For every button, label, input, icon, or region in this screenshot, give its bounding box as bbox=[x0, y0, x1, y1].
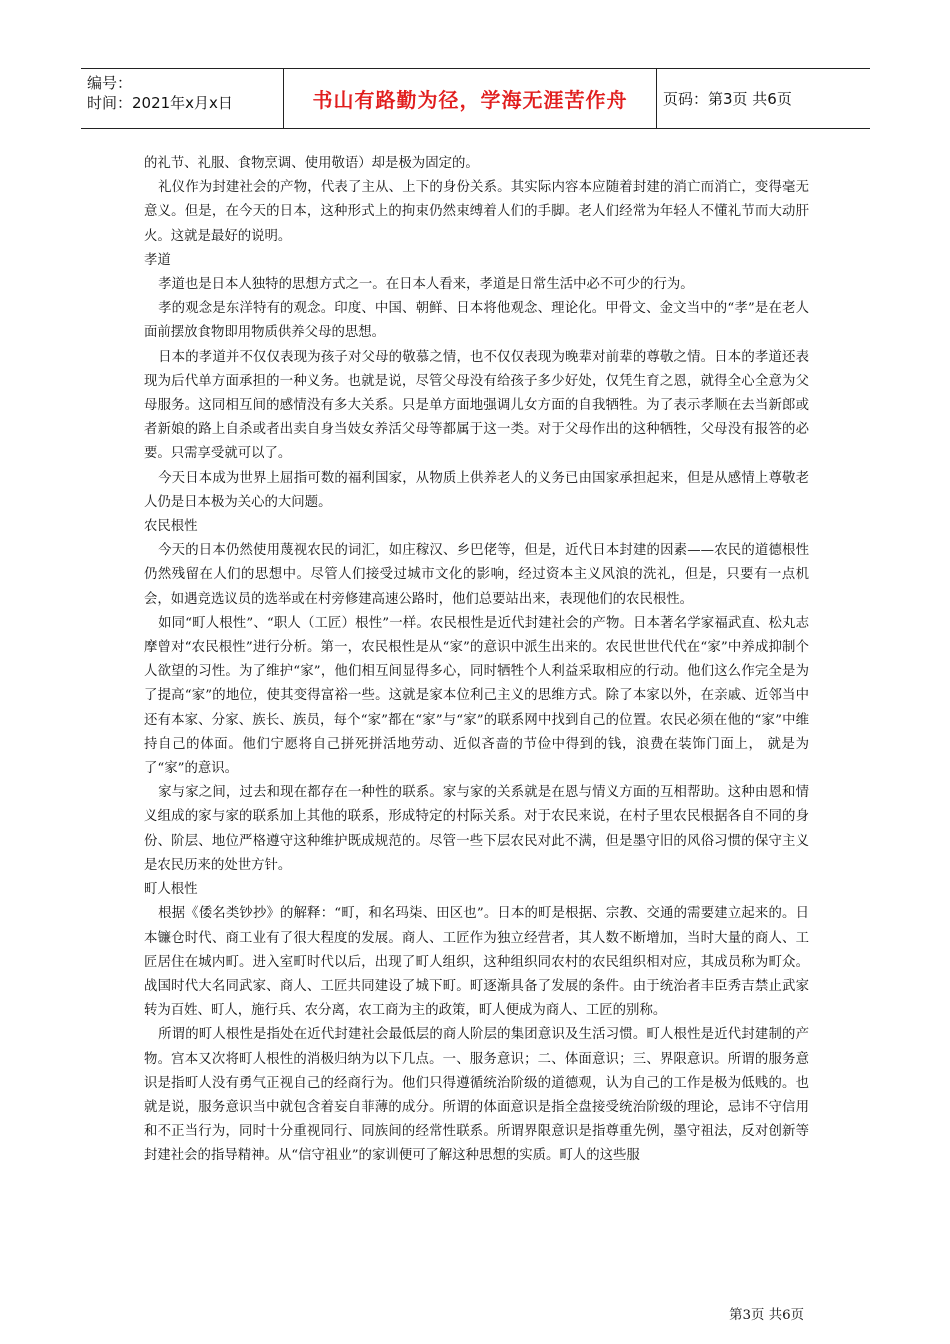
paragraph: 孝的观念是东洋特有的观念。印度、中国、朝鲜、日本将他观念、理论化。甲骨文、金文当中的“孝”是在老人面前摆放食物即用物质供养父母的思想。 bbox=[144, 301, 809, 341]
page-footer: 第3页 共6页 bbox=[729, 1308, 804, 1323]
paragraph: 今天的日本仍然使用蔑视农民的词汇，如庄稼汉、乡巴佬等，但是，近代日本封建的因素——农民的道德根性仍然残留在人们的思想中。尽管人们接受过城市文化的影响，经过资本主义风浪的洗礼，但是，只要有一点机会，如遇竞选议员的选举或在村旁修建高速公路时，他们总要站出来，表现他们的农民根性。 bbox=[144, 543, 809, 607]
paragraph: 所谓的町人根性是指处在近代封建社会最低层的商人阶层的集团意识及生活习惯。町人根性是近代封建制的产物。宫本又次将町人根性的消极归纳为以下几点。一、服务意识；二、体面意识；三、界限意识。所谓的服务意识是指町人没有勇气正视自己的经商行为。他们只得遵循统治阶级的道德观，认为自己的工作是极为低贱的。也就是说，服务意识当中就包含着妄自菲薄的成分。所谓的体面意识是指全盘接受统治阶级的理论，忌讳不守信用和不正当行为，同时十分重视同行、同族间的经常性联系。所谓界限意识是指尊重先例，墨守祖法，反对创新等封建社会的指导精神。从“信守祖业”的家训便可了解这种思想的实质。町人的这些服 bbox=[144, 1027, 809, 1164]
paragraph: 今天日本成为世界上屈指可数的福利国家，从物质上供养老人的义务已由国家承担起来，但是从感情上尊敬老人仍是日本极为关心的大问题。 bbox=[144, 470, 809, 510]
paragraph: 如同“町人根性”、“职人（工匠）根性”一样。农民根性是近代封建社会的产物。日本著名学家福武直、松丸志摩曾对“农民根性”进行分析。第一，农民根性是从“家”的意识中派生出来的。农民世世代代在“家”中养成抑制个人欲望的习性。为了维护“家”，他们相互间显得多心，同时牺牲个人利益采取相应的行动。他们这么作完全是为了提高“家”的地位，使其变得富裕一些。这就是家本位利己主义的思维方式。除了本家以外，在亲戚、近邻当中还有本家、分家、族长、族员，每个“家”都在“家”与“家”的联系网中找到自己的位置。农民必须在他的“家”中维持自己的体面。他们宁愿将自己拼死拼活地劳动、近似吝啬的节俭中得到的钱，浪费在装饰门面上， 就是为了“家”的意识。 bbox=[144, 615, 809, 777]
time-label: 时间：2021年x月x日 bbox=[87, 94, 233, 112]
paragraph: 根据《倭名类钞抄》的解释：“町，和名玛柒、田区也”。日本的町是根据、宗教、交通的需要建立起来的。日本镰仓时代、商工业有了很大程度的发展。商人、工匠作为独立经营者，其人数不断增加，当时大量的商人、工匠居住在城内町。进入室町时代以后，出现了町人组织，这种组织同农村的农民组织相对应，其成员称为町众。战国时代大名同武家、商人、工匠共同建设了城下町。町逐渐具备了发展的条件。由于统治者丰臣秀吉禁止武家转为百姓、町人，施行兵、农分离，农工商为主的政策，町人便成为商人、工匠的别称。 bbox=[144, 906, 809, 1019]
header-motto: 书山有路勤为径，学海无涯苦作舟 bbox=[284, 69, 657, 128]
page-header bbox=[81, 68, 870, 129]
section-heading-xiaodao: 孝道 bbox=[144, 252, 171, 268]
serial-number-label: 编号： bbox=[87, 74, 133, 92]
paragraph: 家与家之间，过去和现在都存在一种性的联系。家与家的关系就是在恩与情义方面的互相帮助。这种由恩和情义组成的家与家的联系加上其他的联系，形成特定的村际关系。对于农民来说，在村子里农民根据各自不同的身份、阶层、地位严格遵守这种维护既成规范的。尽管一些下层农民对此不满，但是墨守旧的风俗习惯的保守主义是农民历来的处世方针。 bbox=[144, 785, 809, 873]
paragraph: 的礼节、礼服、食物烹调、使用敬语）却是极为固定的。 bbox=[144, 156, 479, 171]
paragraph: 礼仪作为封建社会的产物，代表了主从、上下的身份关系。其实际内容本应随着封建的消亡而消亡，变得毫无意义。但是，在今天的日本，这种形式上的拘束仍然束缚着人们的手脚。老人们经常为年轻人不懂礼节而大动肝火。这就是最好的说明。 bbox=[144, 180, 809, 244]
section-heading-nongmin: 农民根性 bbox=[144, 519, 198, 535]
paragraph: 日本的孝道并不仅仅表现为孩子对父母的敬慕之情，也不仅仅表现为晚辈对前辈的尊敬之情。日本的孝道还表现为后代单方面承担的一种义务。也就是说，尽管父母没有给孩子多少好处，仅凭生育之恩，就得全心全意为父母服务。这同相互间的感情没有多大关系。只是单方面地强调儿女方面的自我牺牲。为了表示孝顺在去当新郎或者新娘的路上自杀或者出卖自身当妓女养活父母等都属于这一类。对于父母作出的这种牺牲，父母没有报答的必要。只需享受就可以了。 bbox=[144, 349, 809, 462]
header-meta bbox=[81, 69, 284, 128]
document-body bbox=[144, 152, 809, 1169]
paragraph: 孝道也是日本人独特的思想方式之一。在日本人看来，孝道是日常生活中必不可少的行为。 bbox=[158, 277, 694, 293]
section-heading-choren: 町人根性 bbox=[144, 882, 198, 898]
header-page-number: 页码：第3页 共6页 bbox=[663, 90, 792, 108]
